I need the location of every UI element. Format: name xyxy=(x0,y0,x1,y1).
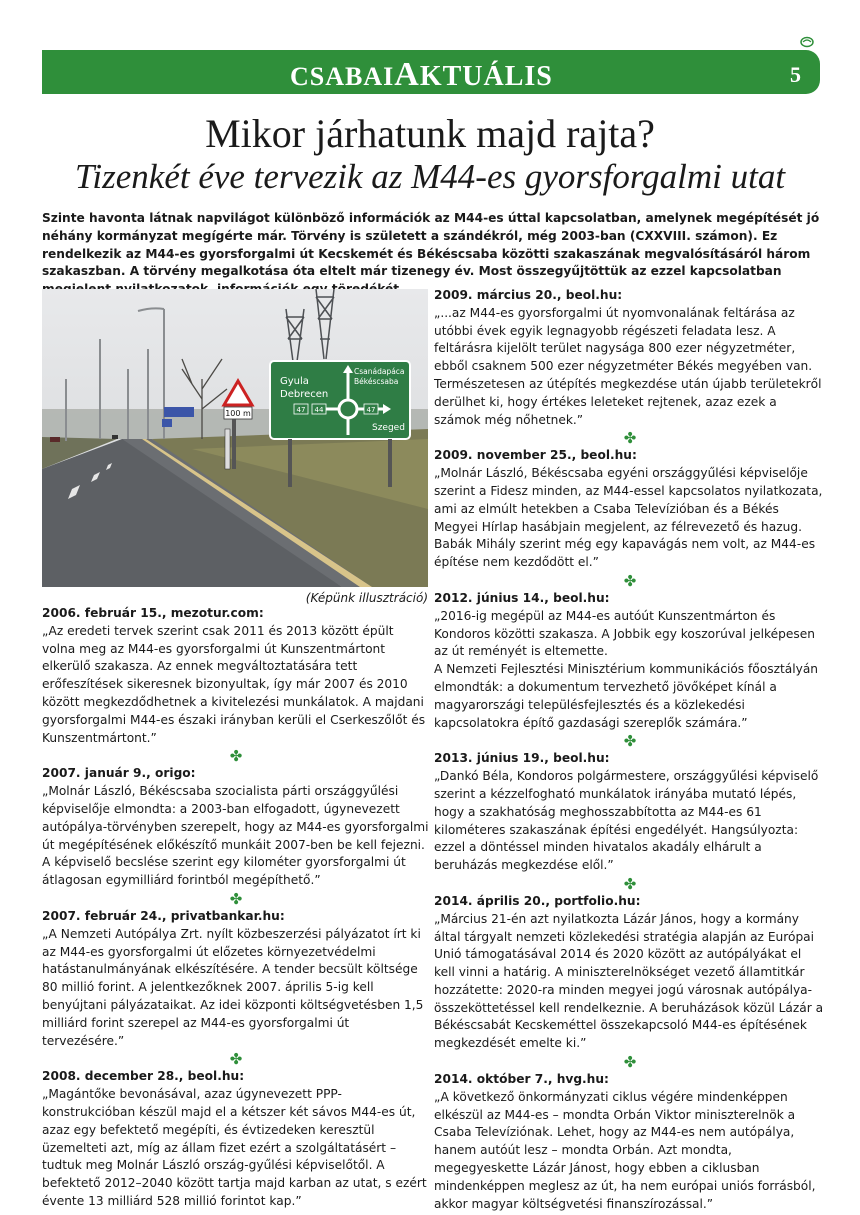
magazine-brand xyxy=(290,50,553,94)
article-subtitle: Tizenkét éve tervezik az M44-es gyorsforgalmi utat xyxy=(74,157,786,196)
news-entry xyxy=(434,287,826,429)
sign-csanadapaca: Csanádapáca xyxy=(354,367,405,376)
entry-source: 2013. június 19., beol.hu: xyxy=(434,751,610,766)
brand-part1: CSABAI xyxy=(290,62,395,91)
separator-icon: ✤ xyxy=(229,1050,243,1069)
entry-quote: „Magántőke bevonásával, azaz úgynevezett PPP-konstrukcióban készül majd el a kétszer két sávos M44-es út, azaz egy befektető megépíti, és évtizedeken keresztül üzemelteti azt, míg az állam fizet ezért a szolgáltatásért – tudtuk meg Molnár László ország-gyűlési képviselőtől. A befektető 2012–2040 között tartja majd karban az utat, s ezért évente 13 milliárd 528 millió forintot kap.” xyxy=(42,1087,427,1208)
sign-debrecen: Debrecen xyxy=(280,389,329,400)
entry-source: 2006. február 15., mezotur.com: xyxy=(42,606,264,620)
news-entry xyxy=(42,1068,430,1210)
separator-icon: ✤ xyxy=(229,889,243,908)
sign-bekescsaba: Békéscsaba xyxy=(354,377,399,386)
entry-quote: „...az M44-es gyorsforgalmi út nyomvonalának feltárása az utóbbi évek egyik legnagyobb régészeti feladata lesz. A feltárásra kijelölt terület nagysága 800 ezer négyzetméter, ebből csaknem 500 ezer négyzetméter Békés megyében van. Természetesen az útépítés megkezdése után újabb területekről derülhet ki, hogy értékes leleteket rejtenek, azaz ezek a számok még nőhetnek.” xyxy=(434,305,822,427)
entry-quote: „Dankó Béla, Kondoros polgármestere, országgyűlési képviselő szerint a kézzelfogható munkálatok irányába mutató lépés, hogy a szakhatóság meghosszabbította az M44-es 61 kilométeres szakaszának építési engedélyét. Hangsúlyozta: ezzel a döntéssel minden hivatalos akadály elhárult a beruházás megkezdése elől.” xyxy=(434,769,819,873)
news-entry xyxy=(434,447,826,572)
separator-icon: ✤ xyxy=(623,571,637,590)
distance-plate: 100 m xyxy=(225,409,251,418)
page-number: 5 xyxy=(790,62,801,87)
left-column xyxy=(42,605,430,1211)
article-title: Mikor járhatunk majd rajta? xyxy=(205,111,655,156)
brand-initial: A xyxy=(394,56,420,93)
news-entry xyxy=(434,1071,826,1213)
entry-quote: „2016-ig megépül az M44-es autóút Kunszentmárton és Kondoros közötti szakasza. A Jobbik egy koszorúval jelképesen az út reményét is eltemette. xyxy=(434,608,815,659)
sign-gyula: Gyula xyxy=(280,376,309,387)
entry-source: 2009. november 25., beol.hu: xyxy=(434,448,637,463)
entry-quote-continued: A Nemzeti Fejlesztési Minisztérium kommunikációs főosztályán elmondták: a dokumentum tervezhető jövőképet kínál a magyarországi településfejlesztés és a közlekedési kapcsolatokra építő gazdasági szereplők számára.” xyxy=(434,662,819,730)
news-entry xyxy=(434,590,826,732)
article-lead: Szinte havonta látnak napvilágot különböző információk az M44-es úttal kapcsolatban, amelynek megépítését jó néhány kormányzat megígérte már. Törvény is született a szándékról, még 2003-ban (CXXVIII. számon). Ez rendelkezik az M44-es gyorsforgalmi út Kecskemét és Békéscsaba közötti szakaszának megvalósításáról három szakaszban. A törvény megalkotása óta eltelt már tizenegy év. Most összegyűjtöttük az ezzel kapcsolatban xyxy=(42,211,820,279)
entry-quote: „A Nemzeti Autópálya Zrt. nyílt közbeszerzési pályázatot írt ki az M44-es gyorsforgalmi út előzetes környezetvédelmi hatástanulmányának elkészítésére. A tender becsült költsége 80 millió forint. A jelentkezőknek 2007. április 5-ig kell benyújtani pályázataikat. Az idei központi költségvetésben 1,5 milliárd forint szerepel az M44-es gyorsforgalmi út tervezésére.” xyxy=(42,926,424,1048)
separator-icon: ✤ xyxy=(623,429,637,448)
entry-quote: „Molnár László, Békéscsaba egyéni országgyűlési képviselője szerint a Fidesz minden, az M44-essel kapcsolatos nyilatkozata, ami az elmúlt hetekben a Csaba Televízióban és a Békés Megyei Hírlap hasábjain megjelent, az félrevezető és hazug. Babák Mihály szerint még egy kapavágás nem volt, az M44-es építése nem kezdődött el.” xyxy=(434,466,823,570)
entry-source: 2007. február 24., privatbankar.hu: xyxy=(42,908,285,923)
separator-icon: ✤ xyxy=(623,874,637,893)
sign-road-47-left: 47 xyxy=(296,406,306,414)
photo-caption: (Képünk illusztráció) xyxy=(305,591,428,605)
separator-icon: ✤ xyxy=(229,747,243,766)
brand-part2: KTUÁLIS xyxy=(419,61,553,92)
sign-road-44: 44 xyxy=(314,406,324,414)
entry-quote: „Március 21-én azt nyilatkozta Lázár János, hogy a kormány által tárgyalt nemzeti közlekedési stratégia alapján az Európai Unió támogatásával 2014 és 2020 között az autópályákat el kell vinni a határig. A miniszterelnökséget vezető államtitkár hozzátette: 2020-ra minden megyei jogú városnak autópálya-összeköttetéssel kell rendelkeznie. A beruházások közül Lázár a Békéscsabát Kecskeméttel összekapcsoló M44-es építésének megkezdését emelte ki.” xyxy=(434,911,824,1051)
entry-quote: „A következő önkormányzati ciklus végére mindenképpen elkészül az M44-es – mondta Orbán Viktor miniszterelnök a Csaba Televíziónak. Lehet, hogy az M44-es nem autópálya, hanem autóút lesz – mondta Orbán. Azt mondta, megegyeskette Lázár Jánost, hogy ebben a ciklusban mindenképpen meglesz az út, ha nem európai uniós forrásból, akkor magyar költségvetési finanszírozással.” xyxy=(434,1089,816,1211)
news-entry xyxy=(42,765,430,890)
road-sign-photo xyxy=(42,289,428,587)
entry-source: 2014. április 20., portfolio.hu: xyxy=(434,893,641,908)
news-entry xyxy=(434,893,826,1053)
entry-quote: „Az eredeti tervek szerint csak 2011 és 2013 között épült volna meg az M44-es gyorsforgalmi út Kunszentmártont elkerülő szakasza. Az ennek megváltoztatására tett erőfeszítések sikeresnek bizonyultak, így már 2007 és 2010 között megkezdődhetnek a kivitelezési munkálatok. A majdani gyorsforgalmi M44-es északi irányban kerüli el Cserkeszőlőt és Kunszentmártont.” xyxy=(42,623,426,745)
entry-source: 2009. március 20., beol.hu: xyxy=(434,288,623,302)
entry-source: 2012. június 14., beol.hu: xyxy=(434,590,610,605)
entry-source: 2007. január 9., origo: xyxy=(42,766,196,781)
sign-road-47-right: 47 xyxy=(366,406,376,414)
entry-source: 2008. december 28., beol.hu: xyxy=(42,1069,245,1084)
news-entry xyxy=(42,908,430,1050)
right-column xyxy=(434,287,826,1213)
news-entry xyxy=(434,750,826,875)
sign-szeged: Szeged xyxy=(372,423,405,433)
news-entry xyxy=(42,605,430,747)
separator-icon: ✤ xyxy=(623,1053,637,1072)
separator-icon: ✤ xyxy=(623,732,637,751)
entry-source: 2014. október 7., hvg.hu: xyxy=(434,1072,609,1087)
entry-quote: „Molnár László, Békéscsaba szocialista párti országgyűlési képviselője elmondta: a 2003-ban elfogadott, úgynevezett autópálya-törvényben szerepelt, hogy az M44-es gyorsforgalmi út megépítésének előkészítő munkáit 2007-ben be kell fejezni. A képviselő becslése szerint egy kilométer gyorsforgalmi út átlagosan egymilliárd forintból megépíthető.” xyxy=(42,784,429,888)
swirl-logo-icon xyxy=(800,36,814,48)
